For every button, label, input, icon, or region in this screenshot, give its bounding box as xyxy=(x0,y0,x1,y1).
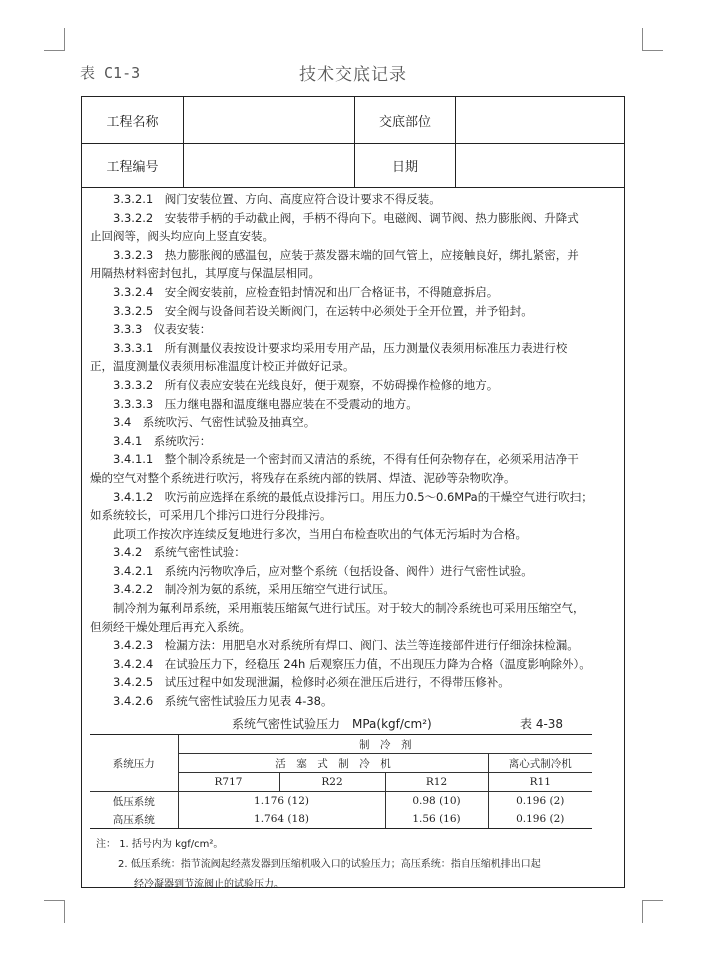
column-header: R11 xyxy=(488,773,592,792)
body-line: 3.4.1 系统吹污： xyxy=(113,433,212,448)
body-line: 3.4.2.4 在试验压力下，经稳压 24h 后观察压力值，不出现压力降为合格（温度影响除外）。 xyxy=(113,656,591,671)
crop-mark-top-left xyxy=(44,28,65,51)
project-no-label: 工程编号 xyxy=(106,160,159,175)
row-header-cell: 系统压力 xyxy=(90,735,178,792)
body-line: 3.3.2.1 阀门安装位置、方向、高度应符合设计要求不得反装。 xyxy=(113,192,441,206)
body-line: 3.4.1.1 整个制冷系统是一个密封而又清洁的系统，不得有任何杂物存在，必须采用洁净干 xyxy=(113,452,579,467)
body-line: 燥的空气对整个系统进行吹污，将残存在系统内部的铁屑、焊渣、泥砂等杂物吹净。 xyxy=(90,470,516,485)
record-frame xyxy=(81,96,625,888)
cell-r11: 0.196 (2) xyxy=(488,792,592,811)
body-line: 正，温度测量仪表须用标准温度计校正并做好记录。 xyxy=(90,359,355,374)
crop-mark-bottom-left xyxy=(44,900,65,923)
body-line: 3.3.3.2 所有仪表应安装在光线良好，便于观察，不妨碍操作检修的地方。 xyxy=(113,377,499,392)
header-row-2 xyxy=(82,144,624,188)
body-line: 用隔热材料密封包扎，其厚度与保温层相同。 xyxy=(90,266,320,281)
body-line: 3.4.2.5 试压过程中如发现泄漏，检修时必须在泄压后进行，不得带压修补。 xyxy=(113,675,510,690)
cell-r717-r22: 1.176 (12) xyxy=(178,792,385,811)
row-label: 高压系统 xyxy=(90,810,178,829)
crop-mark-bottom-right xyxy=(642,900,663,923)
body-line: 止回阀等，阀头均应向上竖直安装。 xyxy=(90,229,274,244)
body-line: 3.4.2.1 系统内污物吹净后，应对整个系统（包括设备、阀件）进行气密性试验。 xyxy=(113,563,533,578)
piston-header: 活 塞 式 制 冷 机 xyxy=(178,754,488,773)
table-title: 系统气密性试验压力 MPa(kgf/cm²) xyxy=(232,717,432,731)
body-line: 但须经干燥处理后再充入系统。 xyxy=(90,619,251,634)
document-title: 技术交底记录 xyxy=(299,65,407,85)
body-line: 3.4.1.2 吹污前应选择在系统的最低点设排污口。用压力0.5～0.6MPa的干燥空气进行吹扫； xyxy=(113,489,593,504)
body-line: 3.4.2.3 检漏方法：用肥皂水对系统所有焊口、阀门、法兰等连接部件进行仔细涂抹检漏。 xyxy=(113,638,579,653)
cell-r11: 0.196 (2) xyxy=(488,810,592,829)
column-header: R22 xyxy=(279,773,385,792)
disclosure-part-value[interactable] xyxy=(456,97,624,143)
crop-mark-top-right xyxy=(642,28,663,51)
body-line: 3.3.2.2 安装带手柄的手动截止阀，手柄不得向下。电磁阀、调节阀、热力膨胀阀、升降式 xyxy=(113,210,579,225)
note-1: 1. 括号内为 kgf/cm²。 xyxy=(119,839,224,850)
body-line: 3.3.2.4 安全阀安装前，应检查铅封情况和出厂合格证书，不得随意拆启。 xyxy=(113,284,499,299)
header-row-1 xyxy=(82,97,624,144)
disclosure-part-label: 交底部位 xyxy=(378,114,431,130)
cell-r12: 1.56 (16) xyxy=(385,810,488,829)
body-line: 制冷剂为氟利昂系统，采用瓶装压缩氮气进行试压。对于较大的制冷系统也可采用压缩空气， xyxy=(113,601,585,616)
refrigerant-header: 制 冷 剂 xyxy=(178,735,592,754)
table-notes xyxy=(96,835,541,895)
body-line: 3.4 系统吹污、气密性试验及抽真空。 xyxy=(113,415,316,430)
body-line: 3.3.3.3 压力继电器和温度继电器应装在不受震动的地方。 xyxy=(113,396,418,411)
project-name-label: 工程名称 xyxy=(106,114,159,130)
row-label: 低压系统 xyxy=(112,795,155,808)
project-name-value[interactable] xyxy=(184,97,354,143)
body-line: 此项工作按次序连续反复地进行多次，当用白布检查吹出的气体无污垢时为合格。 xyxy=(113,526,527,541)
note-2-line-2: 经冷凝器到节流阀止的试验压力。 xyxy=(134,879,284,890)
column-header: R12 xyxy=(385,773,488,792)
body-line: 3.4.2.2 制冷剂为氨的系统，采用压缩空气进行试压。 xyxy=(113,582,395,597)
body-line: 3.4.2.6 系统气密性试验压力见表 4-38。 xyxy=(113,694,333,709)
date-value[interactable] xyxy=(456,144,624,187)
body-line: 3.3.2.3 热力膨胀阀的感温包，应装于蒸发器末端的回气管上，应接触良好，绑扎紧密，并 xyxy=(113,247,579,262)
column-header: R717 xyxy=(178,773,279,792)
body-line: 如系统较长，可采用几个排污口进行分段排污。 xyxy=(90,508,332,523)
cell-r12: 0.98 (10) xyxy=(385,792,488,811)
pressure-table xyxy=(90,734,592,829)
disclosure-body-text xyxy=(90,190,622,711)
table-row xyxy=(90,810,592,829)
date-label: 日期 xyxy=(391,160,418,175)
body-line: 3.4.2 系统气密性试验： xyxy=(113,545,246,560)
form-code: 表 C1-3 xyxy=(80,64,141,82)
body-line: 3.3.2.5 安全阀与设备间若设关断阀门，在运转中必须处于全开位置，并予铅封。 xyxy=(113,303,533,318)
table-number: 表 4-38 xyxy=(520,717,564,731)
centrifugal-header: 离心式制冷机 xyxy=(488,754,592,773)
project-no-value[interactable] xyxy=(184,144,354,187)
cell-r717-r22: 1.764 (18) xyxy=(178,810,385,829)
notes-prefix: 注： xyxy=(96,839,116,850)
body-line: 3.3.3 仪表安装： xyxy=(113,322,212,337)
note-2-line-1: 2. 低压系统：指节流阀起经蒸发器到压缩机吸入口的试验压力；高压系统：指自压缩机排出口起 xyxy=(118,859,541,870)
body-line: 3.3.3.1 所有测量仪表按设计要求均采用专用产品，压力测量仪表须用标准压力表进行校 xyxy=(113,340,568,355)
table-row xyxy=(90,792,592,811)
